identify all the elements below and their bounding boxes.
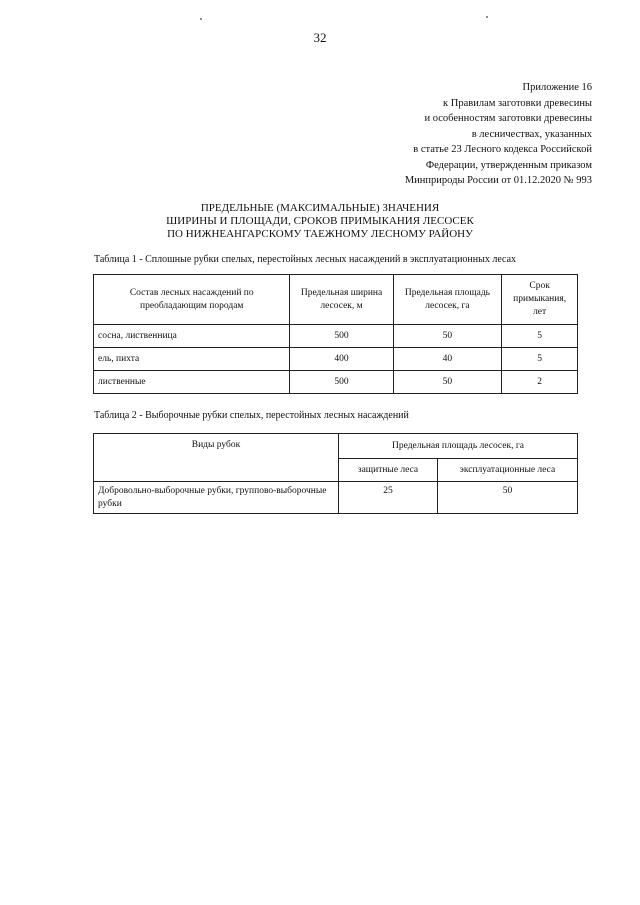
table2-header-cell: Виды рубок [94, 434, 339, 482]
table2-header-row [94, 434, 578, 459]
title-line: ШИРИНЫ И ПЛОЩАДИ, СРОКОВ ПРИМЫКАНИЯ ЛЕСОСЕК [166, 215, 474, 227]
appendix-line: к Правилам заготовки древесины [443, 97, 592, 109]
table1-header-cell: Состав лесных насаждений по преобладающим породам [94, 275, 290, 325]
table-cell: 400 [290, 348, 393, 371]
table1-header-row [94, 275, 578, 325]
table-cell: 50 [393, 371, 502, 394]
table-cell: 5 [502, 325, 578, 348]
table-row [94, 482, 578, 514]
appendix-line: в лесничествах, указанных [471, 128, 592, 140]
appendix-line: Федерации, утвержденным приказом [425, 159, 592, 171]
table1-header-cell: Предельная ширина лесосек, м [290, 275, 393, 325]
scan-speck [486, 16, 488, 18]
appendix-line: в статье 23 Лесного кодекса Российской [413, 144, 592, 155]
table2-subheader-cell: эксплуатационные леса [438, 459, 578, 482]
table-cell: 2 [502, 371, 578, 394]
table1-caption: Таблица 1 - Сплошные рубки спелых, перестойных лесных насаждений в эксплуатационных лесах [94, 254, 517, 265]
table-row [94, 348, 578, 371]
table-row [94, 371, 578, 394]
appendix-line: Приложение 16 [522, 82, 592, 93]
table-cell: ель, пихта [94, 348, 290, 371]
appendix-line: Минприроды России от 01.12.2020 № 993 [404, 175, 592, 186]
table-cell: 5 [502, 348, 578, 371]
title-line: ПО НИЖНЕАНГАРСКОМУ ТАЕЖНОМУ ЛЕСНОМУ РАЙОНУ [167, 228, 473, 240]
table-cell: 500 [290, 325, 393, 348]
table-cell: 40 [393, 348, 502, 371]
table-cell: Добровольно-выборочные рубки, группово-выборочные рубки [94, 482, 339, 514]
appendix-block [405, 80, 592, 189]
table-cell: 500 [290, 371, 393, 394]
table-cell: 25 [339, 482, 438, 514]
page-number: 32 [313, 30, 327, 45]
table-cell: 50 [393, 325, 502, 348]
table1-header-cell: Срок примыкания, лет [502, 275, 578, 325]
table-cell: 50 [438, 482, 578, 514]
table2-header-cell: Предельная площадь лесосек, га [339, 434, 578, 459]
table1-header-cell: Предельная площадь лесосек, га [393, 275, 502, 325]
document-title [0, 202, 640, 241]
table-cell: сосна, лиственница [94, 325, 290, 348]
table2 [93, 433, 578, 514]
table2-caption: Таблица 2 - Выборочные рубки спелых, перестойных лесных насаждений [94, 410, 409, 421]
title-line: ПРЕДЕЛЬНЫЕ (МАКСИМАЛЬНЫЕ) ЗНАЧЕНИЯ [200, 202, 440, 214]
table-cell: лиственные [94, 371, 290, 394]
table2-subheader-cell: защитные леса [339, 459, 438, 482]
table-row [94, 325, 578, 348]
appendix-line: и особенностям заготовки древесины [424, 113, 592, 124]
scan-speck [200, 18, 202, 20]
table1 [93, 274, 578, 394]
